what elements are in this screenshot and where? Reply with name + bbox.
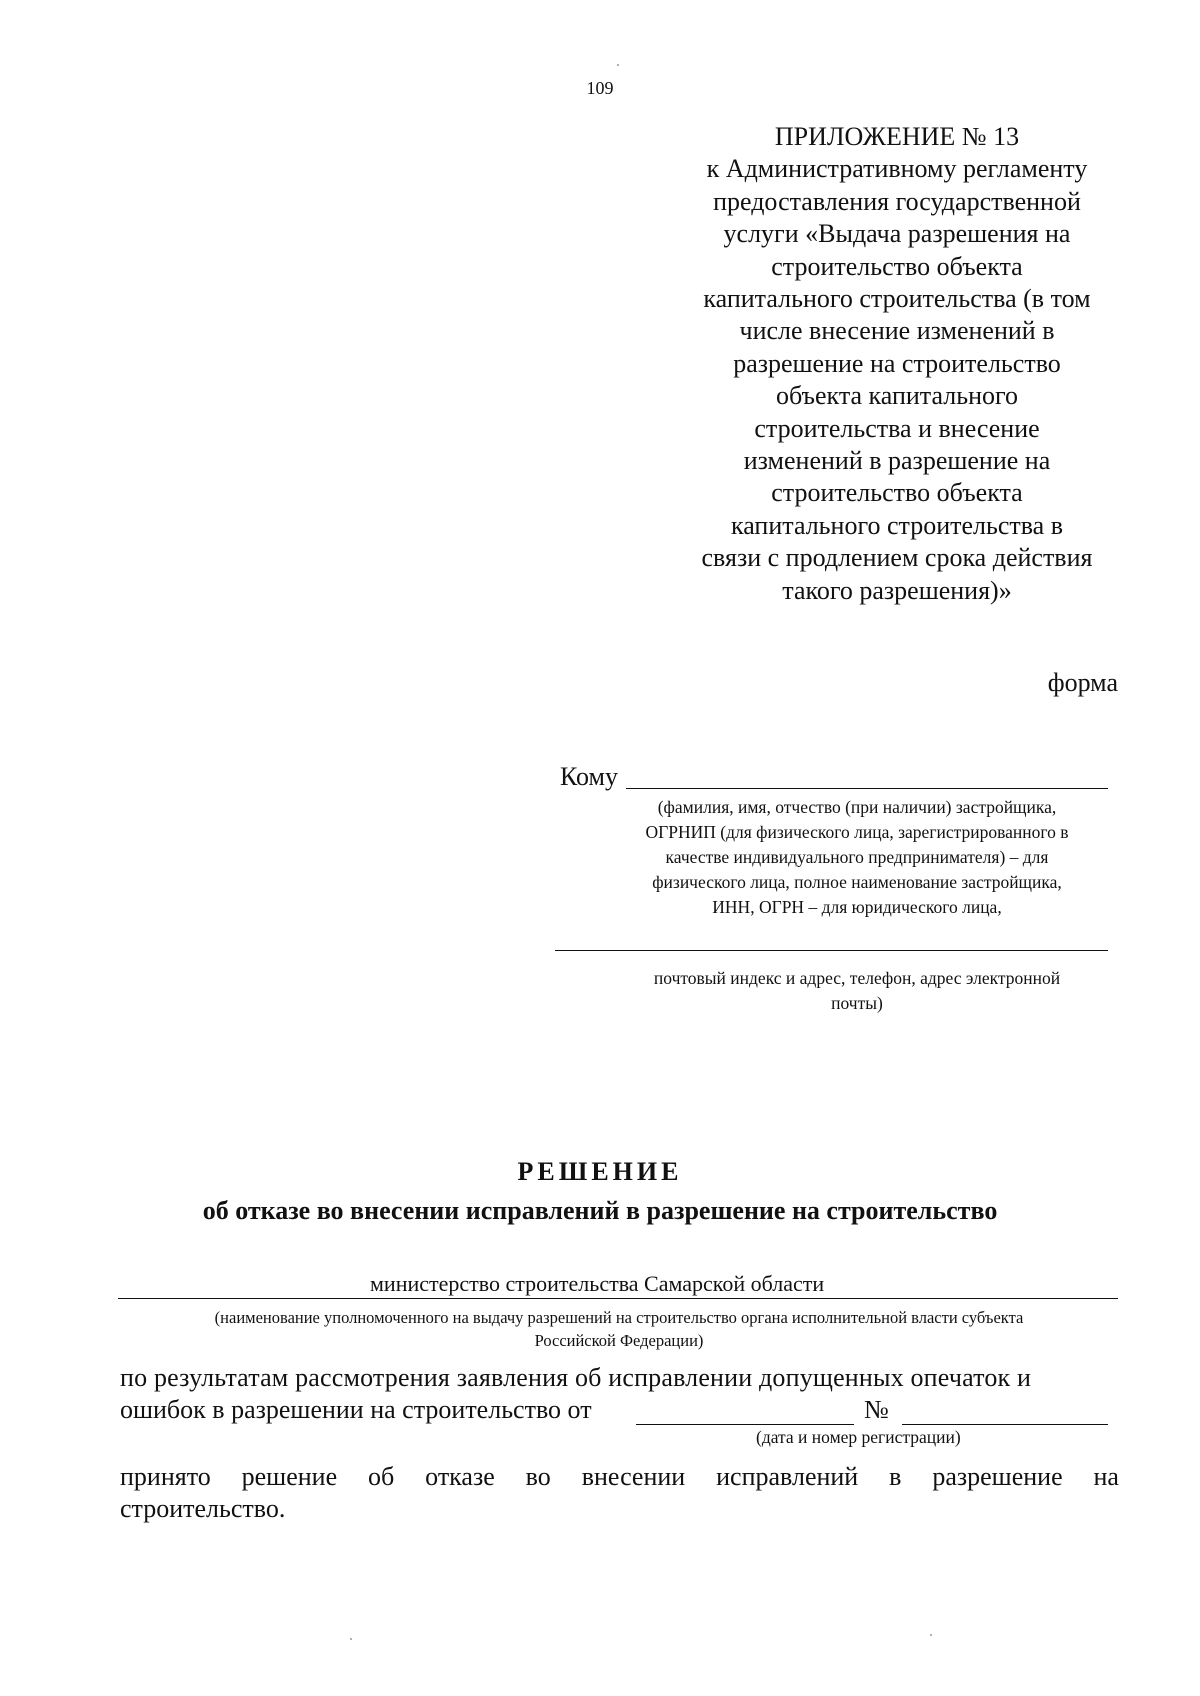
organization-note bbox=[118, 1306, 1120, 1352]
appendix-line: объекта капитального bbox=[775, 381, 1019, 411]
decision-line bbox=[120, 1462, 1119, 1492]
postal-note bbox=[610, 966, 1104, 1016]
appendix-line: изменений в разрешение на bbox=[743, 446, 1051, 476]
decision-word: внесении bbox=[581, 1462, 686, 1491]
date-line bbox=[636, 1424, 854, 1425]
appendix-line: услуги «Выдача разрешения на bbox=[723, 219, 1071, 249]
appendix-line: строительства и внесение bbox=[754, 413, 1040, 443]
organization-note-line: (наименование уполномоченного на выдачу разрешений на строительство органа исполнительной власти субъекта bbox=[214, 1308, 1024, 1327]
appendix-line: такого разрешения)» bbox=[782, 575, 1012, 605]
appendix-line: капитального строительства в bbox=[731, 510, 1063, 540]
scan-speck bbox=[350, 1638, 352, 1640]
decision-word: решение bbox=[241, 1462, 338, 1491]
recipient-note-line: физического лица, полное наименование застройщика, bbox=[652, 872, 1062, 892]
recipient-note-line: ОГРНИП (для физического лица, зарегистрированного в bbox=[645, 822, 1069, 842]
appendix-line: разрешение на строительство bbox=[733, 348, 1061, 378]
decision-subtitle: об отказе во внесении исправлений в разрешение на строительство bbox=[202, 1196, 998, 1225]
page-number: 109 bbox=[586, 78, 614, 98]
organization-note-line: Российской Федерации) bbox=[534, 1331, 704, 1350]
recipient-line bbox=[626, 788, 1108, 789]
appendix-line: ПРИЛОЖЕНИЕ № 13 bbox=[774, 122, 1020, 151]
body-line-2-prefix: ошибок в разрешении на строительство от bbox=[120, 1395, 592, 1424]
decision-word: отказе bbox=[425, 1462, 495, 1491]
recipient-label: Кому bbox=[560, 762, 619, 791]
number-line bbox=[902, 1424, 1108, 1425]
decision-word: на bbox=[1093, 1462, 1119, 1491]
scan-speck bbox=[617, 64, 619, 66]
appendix-line: предоставления государственной bbox=[713, 186, 1081, 216]
decision-word: разрешение bbox=[932, 1462, 1063, 1491]
decision-title: РЕШЕНИЕ bbox=[517, 1157, 683, 1186]
recipient-note bbox=[616, 795, 1098, 920]
recipient-note-line: качестве индивидуального предпринимателя) – для bbox=[665, 847, 1049, 867]
organization-line bbox=[118, 1298, 1118, 1299]
form-label: форма bbox=[1047, 668, 1118, 697]
decision-word: об bbox=[368, 1462, 395, 1491]
appendix-line: к Административному регламенту bbox=[706, 154, 1088, 184]
recipient-note-line: ИНН, ОГРН – для юридического лица, bbox=[712, 897, 1002, 917]
appendix-line: связи с продлением срока действия bbox=[701, 543, 1093, 573]
decision-end: строительство. bbox=[120, 1494, 286, 1523]
recipient-note-line: (фамилия, имя, отчество (при наличии) застройщика, bbox=[657, 797, 1057, 817]
address-line bbox=[555, 950, 1108, 951]
decision-word: в bbox=[889, 1462, 902, 1491]
organization-name: министерство строительства Самарской области bbox=[370, 1271, 825, 1296]
decision-word: во bbox=[525, 1462, 551, 1491]
body-line-1: по результатам рассмотрения заявления об исправлении допущенных опечаток и bbox=[120, 1363, 1032, 1392]
appendix-line: числе внесение изменений в bbox=[739, 316, 1055, 346]
registration-note: (дата и номер регистрации) bbox=[756, 1427, 961, 1447]
postal-note-line: почты) bbox=[831, 993, 883, 1013]
appendix-line: капитального строительства (в том bbox=[703, 284, 1091, 314]
appendix-line: строительство объекта bbox=[771, 251, 1023, 281]
postal-note-line: почтовый индекс и адрес, телефон, адрес электронной bbox=[653, 968, 1061, 988]
scan-speck bbox=[930, 1634, 932, 1636]
decision-word: принято bbox=[120, 1462, 211, 1491]
appendix-header bbox=[676, 121, 1118, 607]
number-sign: № bbox=[864, 1395, 889, 1424]
decision-word: исправлений bbox=[716, 1462, 859, 1491]
appendix-line: строительство объекта bbox=[771, 478, 1023, 508]
